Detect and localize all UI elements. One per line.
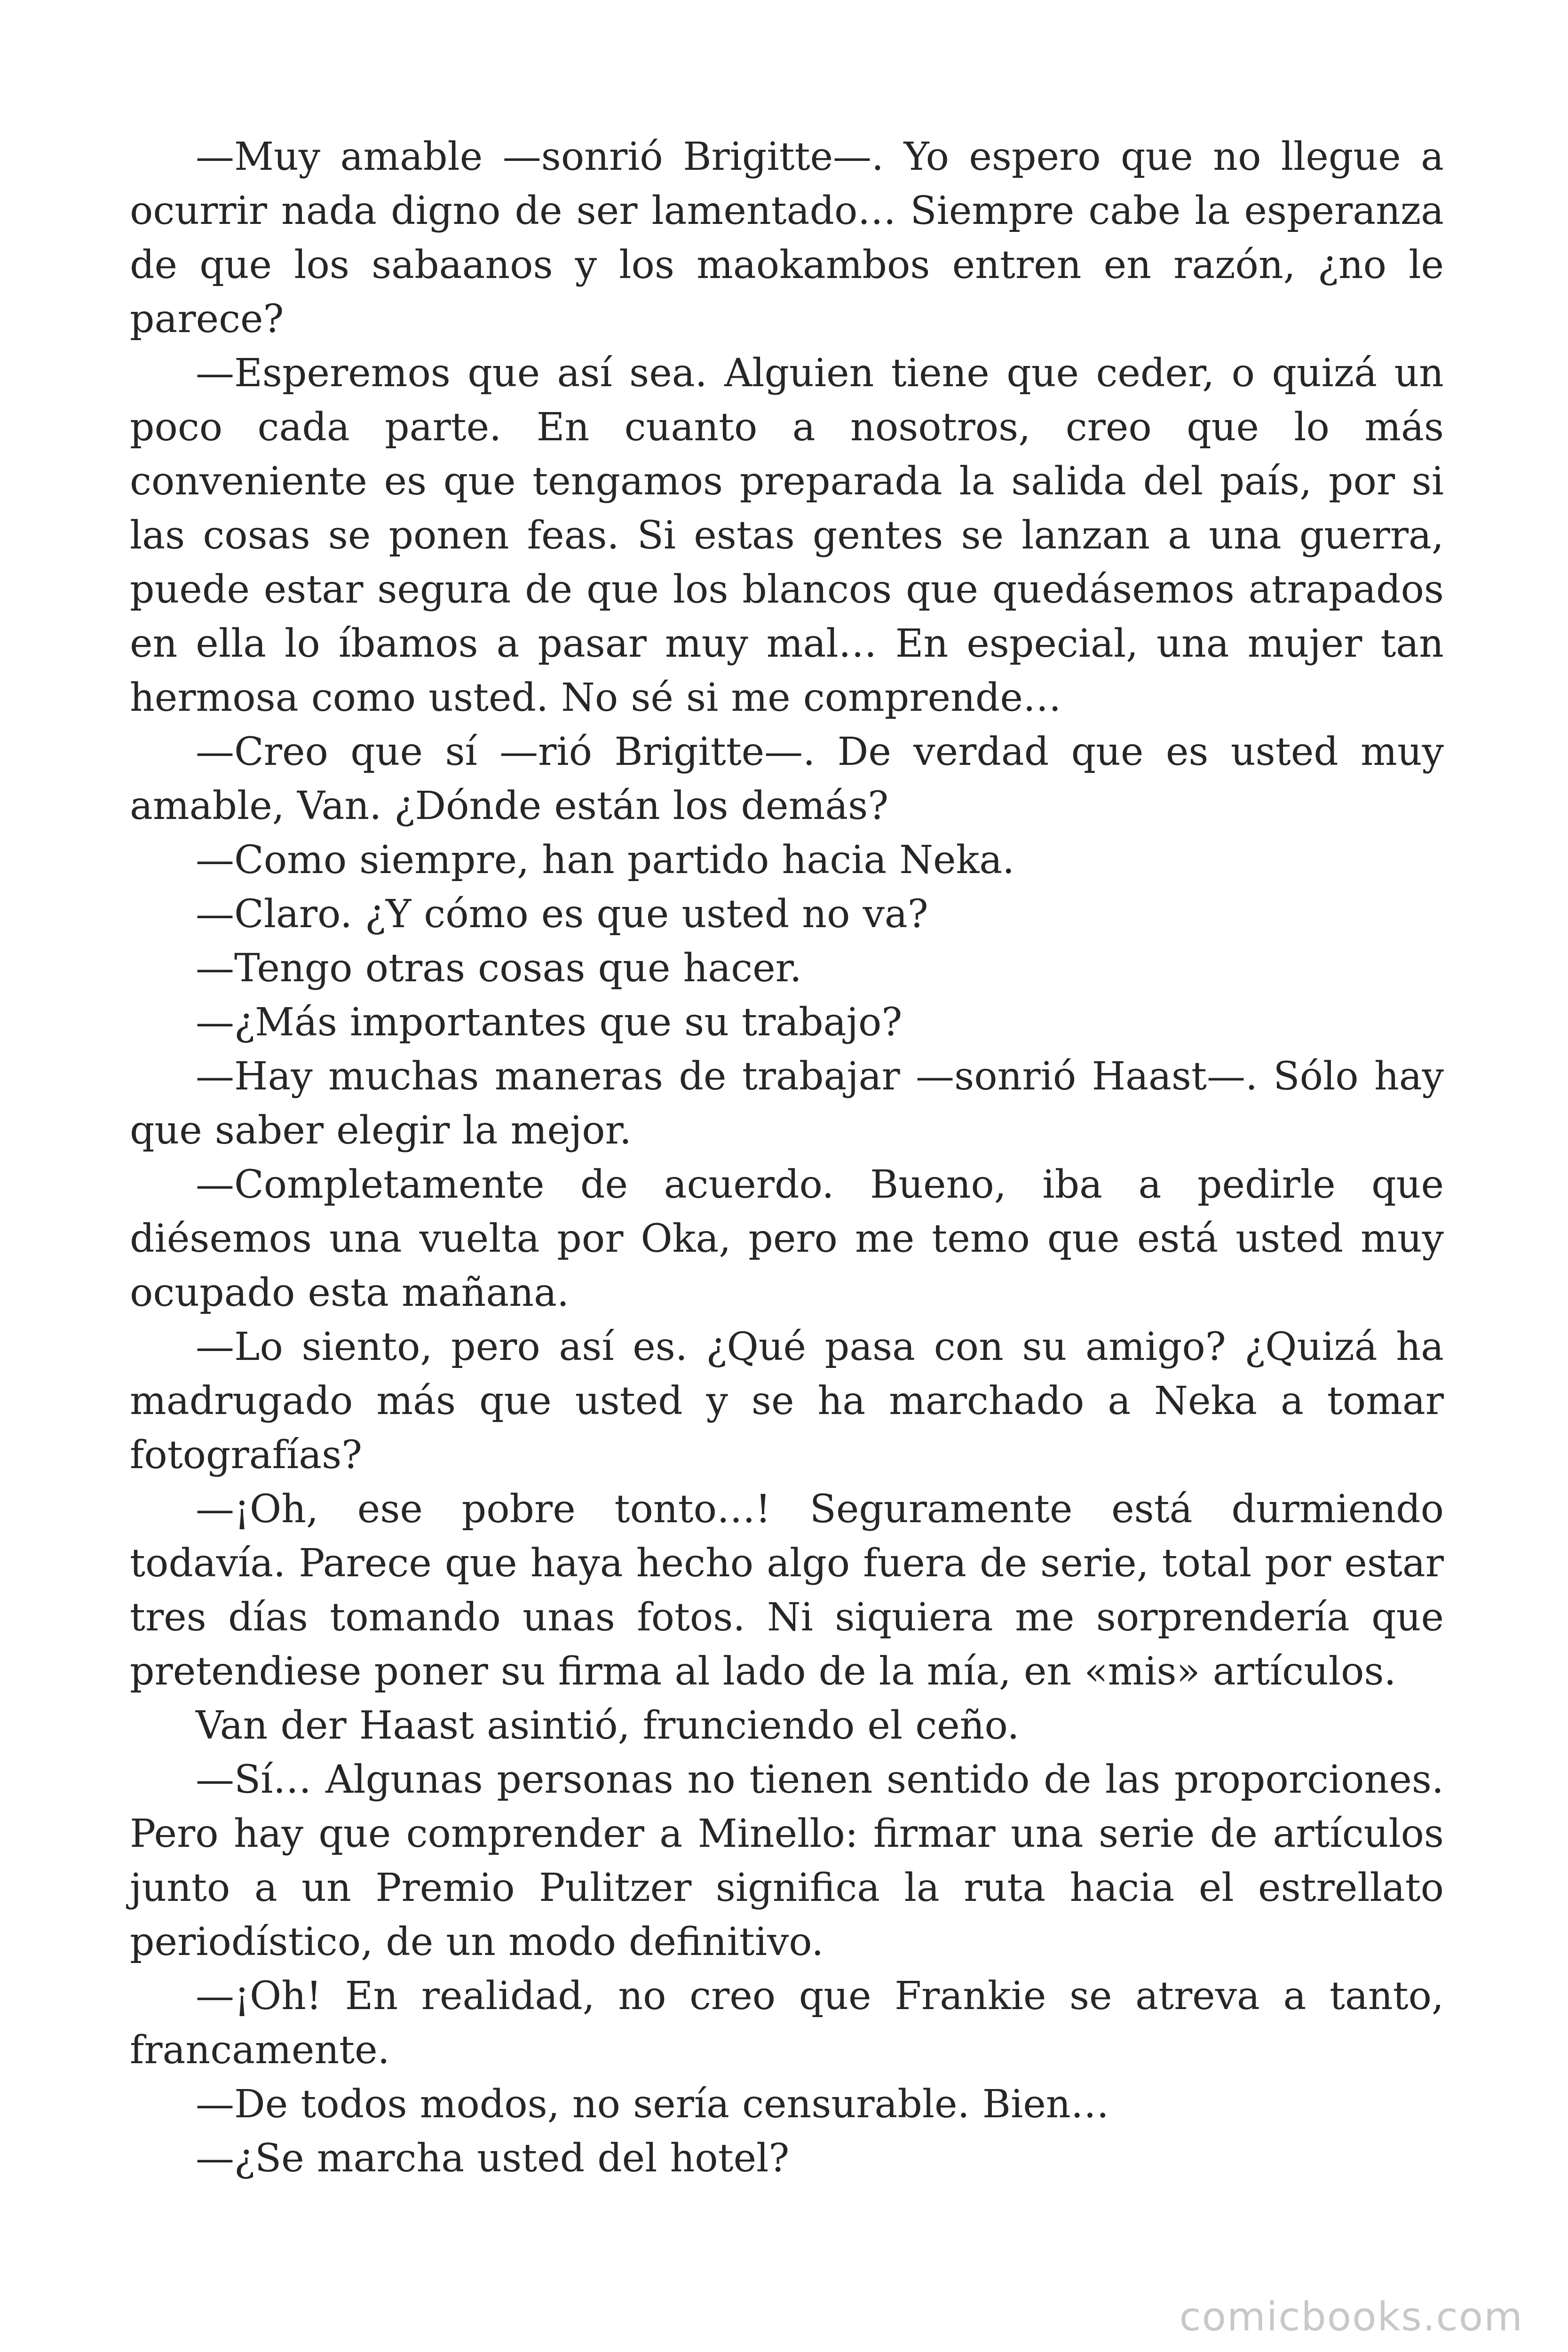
paragraph: —¡Oh! En realidad, no creo que Frankie se atreva a tanto, francamente. — [130, 1974, 1444, 2073]
paragraph: —Sí… Algunas personas no tienen sentido de las proporciones. Pero hay que comprender a Minello: firmar una serie de artículos junto a un Premio Pulitzer significa la ruta hacia el estrellato periodístico, de un modo definitivo. — [130, 1757, 1444, 1964]
paragraph: —Esperemos que así sea. Alguien tiene que ceder, o quizá un poco cada parte. En cuanto a nosotros, creo que lo más conveniente es que tengamos preparada la salida del país, por si las cosas se ponen feas. Si estas gentes se lanzan a una guerra, puede estar segura de que los blancos que quedásemos atrapados en ella lo íbamos a pasar muy mal… En especial, una mujer tan hermosa como usted. No sé si me comprende… — [130, 351, 1444, 720]
paragraph: —¡Oh, ese pobre tonto…! Seguramente está durmiendo todavía. Parece que haya hecho algo fuera de serie, total por estar tres días tomando unas fotos. Ni siquiera me sorprendería que pretendiese poner su firma al lado de la mía, en «mis» artículos. — [130, 1487, 1444, 1694]
paragraph: —Hay muchas maneras de trabajar —sonrió Haast—. Sólo hay que saber elegir la mejor. — [130, 1054, 1444, 1153]
paragraph: —Creo que sí —rió Brigitte—. De verdad que es usted muy amable, Van. ¿Dónde están los demás? — [130, 730, 1444, 828]
watermark: comicbooks.com — [1179, 2294, 1523, 2340]
paragraph: —¿Más importantes que su trabajo? — [196, 1000, 903, 1045]
paragraph: —Claro. ¿Y cómo es que usted no va? — [196, 892, 928, 937]
paragraph: —Completamente de acuerdo. Bueno, iba a pedirle que diésemos una vuelta por Oka, pero me temo que está usted muy ocupado esta mañana. — [130, 1162, 1444, 1315]
paragraph: —Como siempre, han partido hacia Neka. — [196, 838, 1015, 882]
paragraph: —Lo siento, pero así es. ¿Qué pasa con su amigo? ¿Quizá ha madrugado más que usted y se ha marchado a Neka a tomar fotografías? — [130, 1325, 1444, 1478]
paragraph: —De todos modos, no sería censurable. Bien… — [196, 2082, 1109, 2127]
paragraph: —Muy amable —sonrió Brigitte—. Yo espero que no llegue a ocurrir nada digno de ser lamentado… Siempre cabe la esperanza de que los sabaanos y los maokambos entren en razón, ¿no le parece? — [130, 135, 1444, 342]
paragraph: —Tengo otras cosas que hacer. — [196, 946, 802, 991]
book-page-text — [130, 130, 1444, 2185]
paragraph: —¿Se marcha usted del hotel? — [196, 2136, 790, 2181]
paragraph: Van der Haast asintió, frunciendo el ceño. — [196, 1703, 1020, 1748]
